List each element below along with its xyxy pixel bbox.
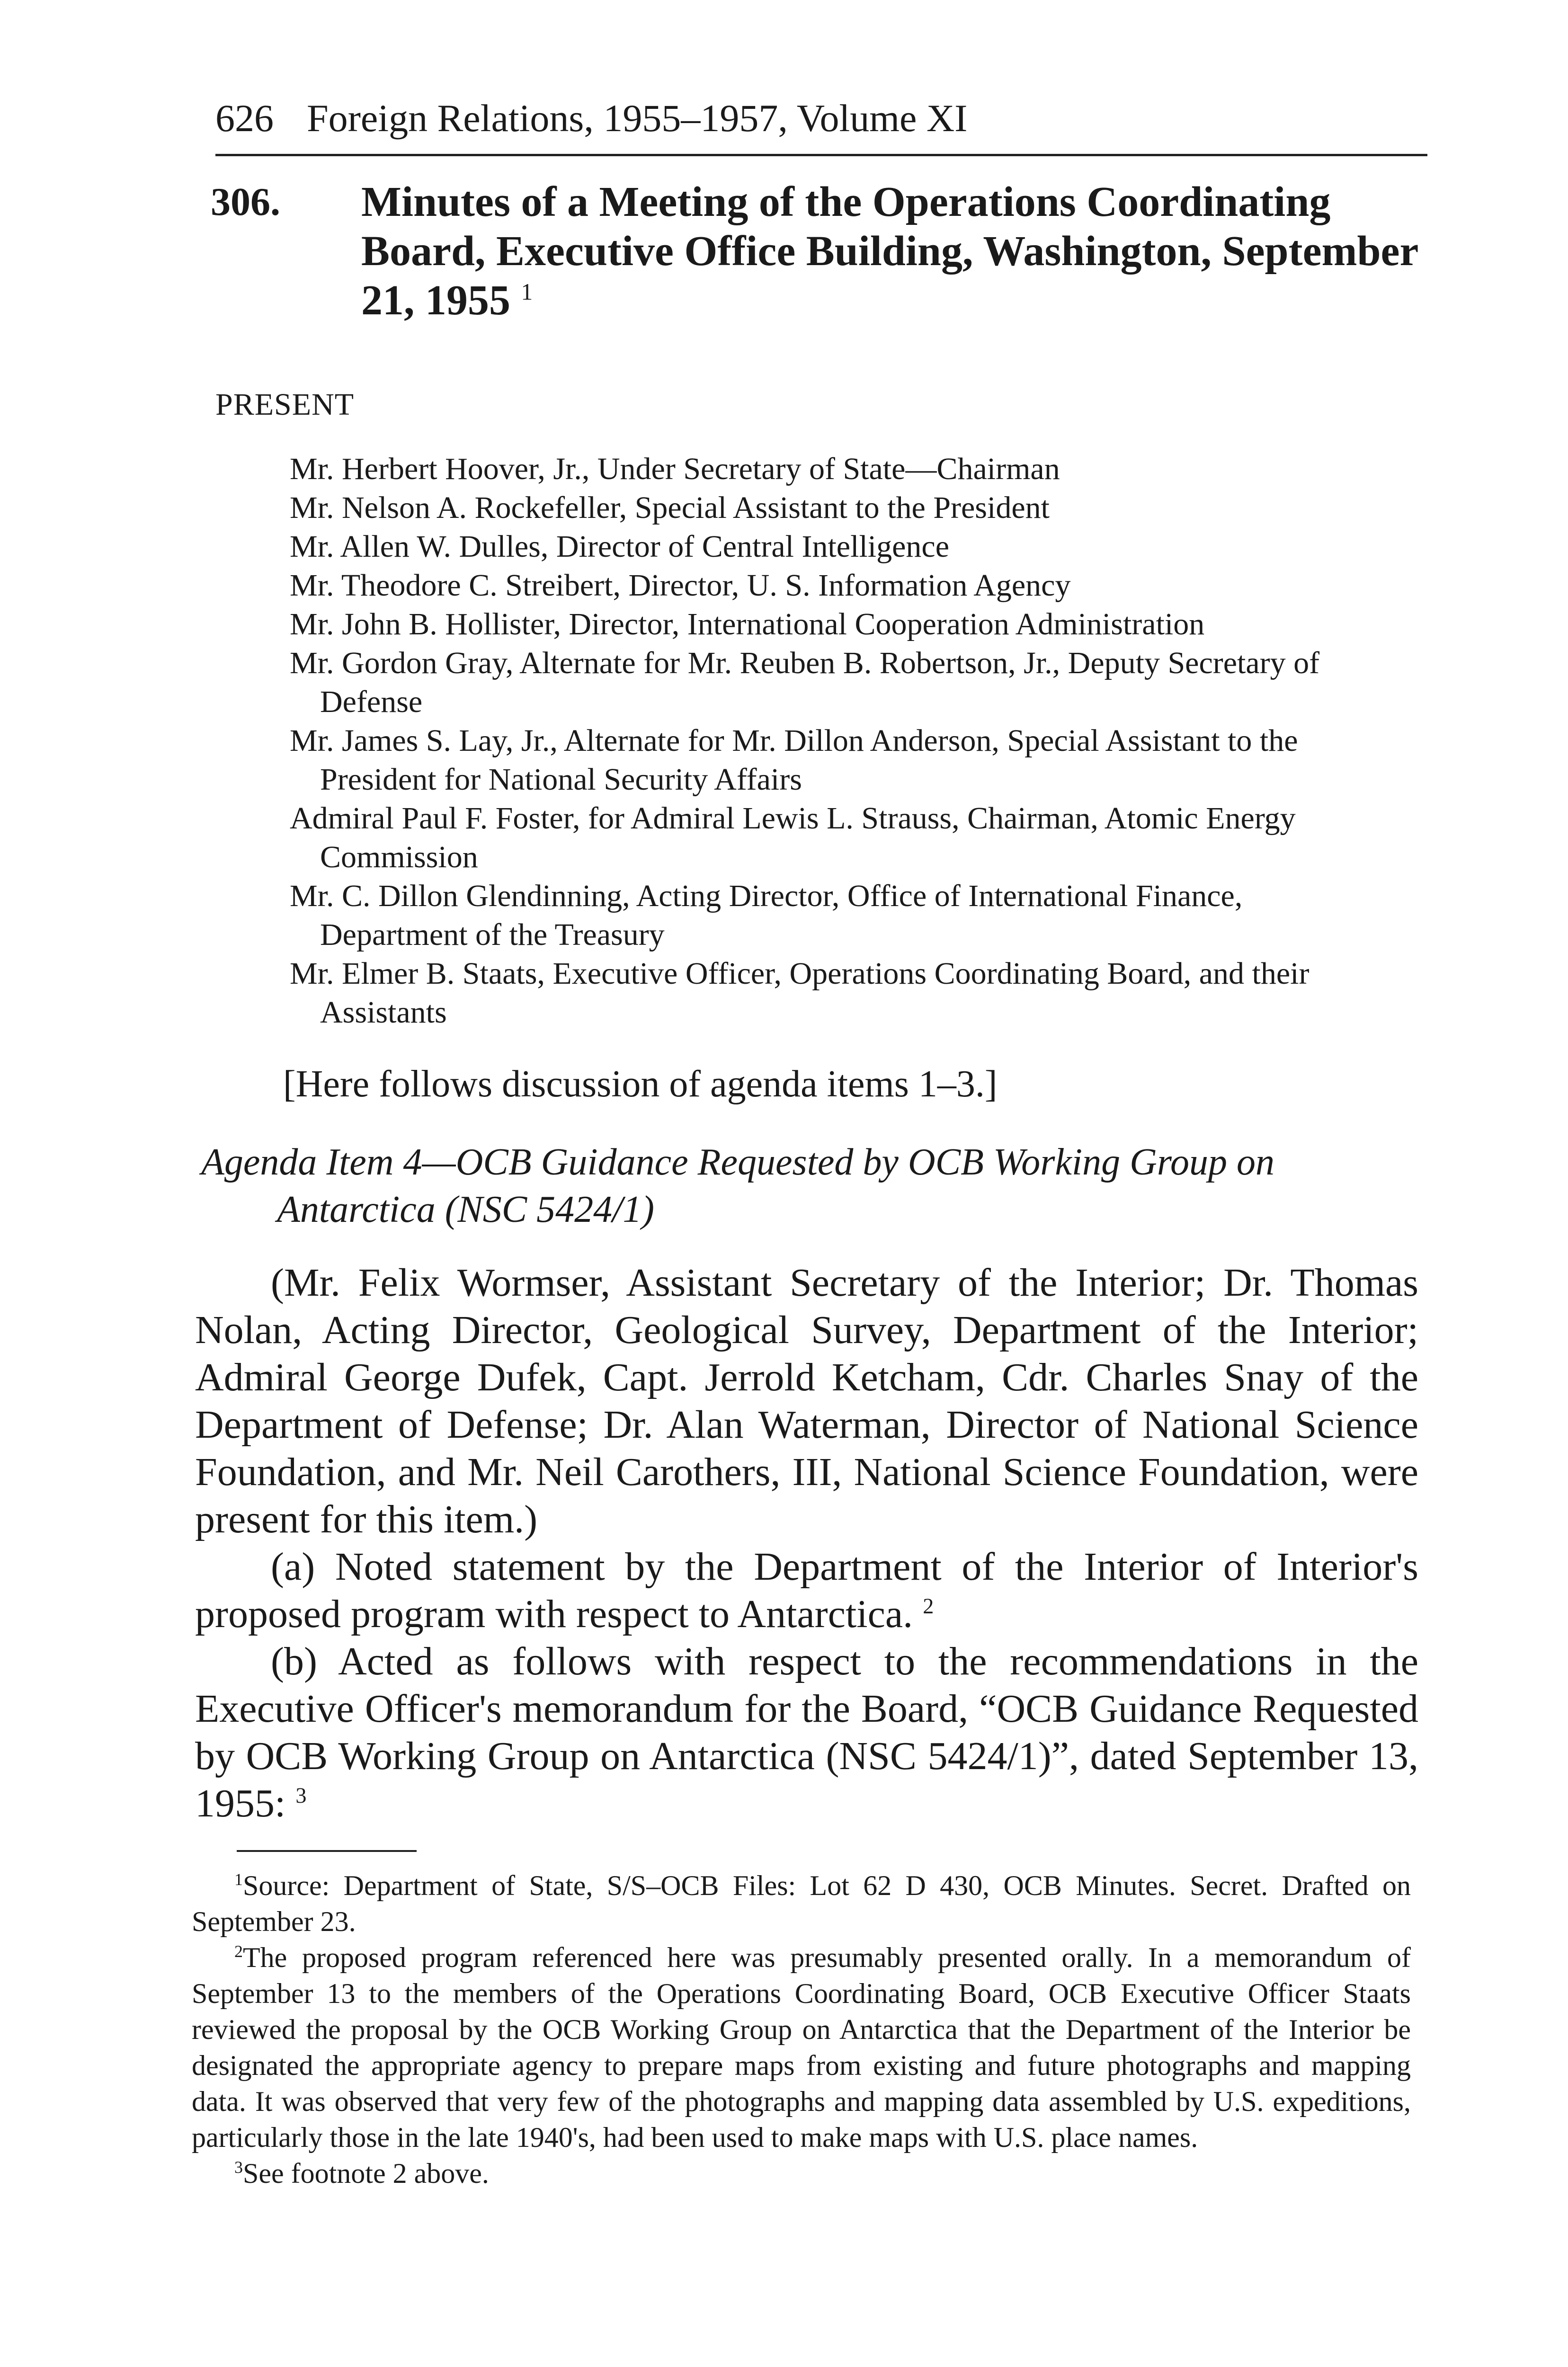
attendee: Mr. James S. Lay, Jr., Alternate for Mr. Dillon Anderson, Special Assistant to the President for National Security Affairs [290,723,1298,797]
footnote-divider [237,1850,417,1852]
footnote [192,2155,1411,2191]
body-paragraph [195,1638,1418,1827]
footnotes [192,1868,1411,2191]
footnote-ref-1: 1 [521,279,533,305]
body-paragraph-text: (a) Noted statement by the Department of the Interior of Interior's proposed program with respect to Antarctica. [195,1545,1418,1636]
attendee: Mr. Herbert Hoover, Jr., Under Secretary of State—Chairman [290,452,1060,486]
footnote-marker: 1 [234,1870,243,1889]
footnote-text: See footnote 2 above. [243,2158,489,2189]
attendee: Mr. Allen W. Dulles, Director of Central Intelligence [290,529,949,564]
attendee-list [290,450,1369,1032]
present-label: PRESENT [215,387,355,422]
footnote-marker: 3 [234,2158,243,2177]
running-header [215,88,1427,156]
agenda-item-heading: Agenda Item 4—OCB Guidance Requested by OCB Working Group on Antarctica (NSC 5424/1) [201,1141,1275,1230]
document-number: 306. [211,180,280,224]
publication-title: Foreign Relations, 1955–1957, Volume XI [307,97,968,140]
document-title-text: Minutes of a Meeting of the Operations Coordinating Board, Executive Office Building, Washington, September 21, 1955 [361,178,1418,324]
footnote-text: The proposed program referenced here was presumably presented orally. In a memorandum of September 13 to the members of the Operations Coordinating Board, OCB Executive Officer Staats reviewed the proposal by the OCB Working Group on Antarctica that the Department of the Interior be designated the appropriate agency to prepare maps from existing and future photographs and mapping data. It was observed that very few of the photographs and mapping data assembled by U.S. expeditions, particularly those in the late 1940's, had been used to make maps with U.S. place names. [192,1942,1411,2153]
footnote [192,1940,1411,2155]
footnote-text: Source: Department of State, S/S–OCB Files: Lot 62 D 430, OCB Minutes. Secret. Drafted on September 23. [192,1870,1411,1937]
footnote-marker: 2 [234,1942,243,1961]
attendee: Mr. Elmer B. Staats, Executive Officer, Operations Coordinating Board, and their Assistants [290,956,1310,1030]
document-title [361,178,1431,325]
page-number: 626 [215,97,274,140]
attendee: Mr. Theodore C. Streibert, Director, U. S. Information Agency [290,568,1071,603]
attendee: Mr. John B. Hollister, Director, International Cooperation Administration [290,607,1205,641]
footnote-ref-3: 3 [295,1783,307,1807]
body-text [195,1259,1418,1827]
attendee: Mr. C. Dillon Glendinning, Acting Director, Office of International Finance, Department of the Treasury [290,879,1243,952]
body-paragraph: (Mr. Felix Wormser, Assistant Secretary of the Interior; Dr. Thomas Nolan, Acting Director, Geological Survey, Department of the Interior; Admiral George Dufek, Capt. Jerrold Ketcham, Cdr. Charles Snay of the Department of Defense; Dr. Alan Waterman, Director of National Science Foundation, and Mr. Neil Carothers, III, National Science Foundation, were present for this item.) [195,1261,1418,1541]
footnote [192,1868,1411,1940]
body-paragraph-text: (b) Acted as follows with respect to the recommendations in the Executive Officer's memorandum for the Board, “OCB Guidance Requested by OCB Working Group on Antarctica (NSC 5424/1)”, dated September 13, 1955: [195,1639,1418,1825]
footnote-ref-2: 2 [923,1594,934,1618]
attendee: Admiral Paul F. Foster, for Admiral Lewis L. Strauss, Chairman, Atomic Energy Commission [290,801,1296,874]
attendee: Mr. Gordon Gray, Alternate for Mr. Reuben B. Robertson, Jr., Deputy Secretary of Defense [290,646,1320,719]
editorial-note: [Here follows discussion of agenda items 1–3.] [283,1063,998,1105]
body-paragraph [195,1543,1418,1638]
attendee: Mr. Nelson A. Rockefeller, Special Assistant to the President [290,490,1050,525]
